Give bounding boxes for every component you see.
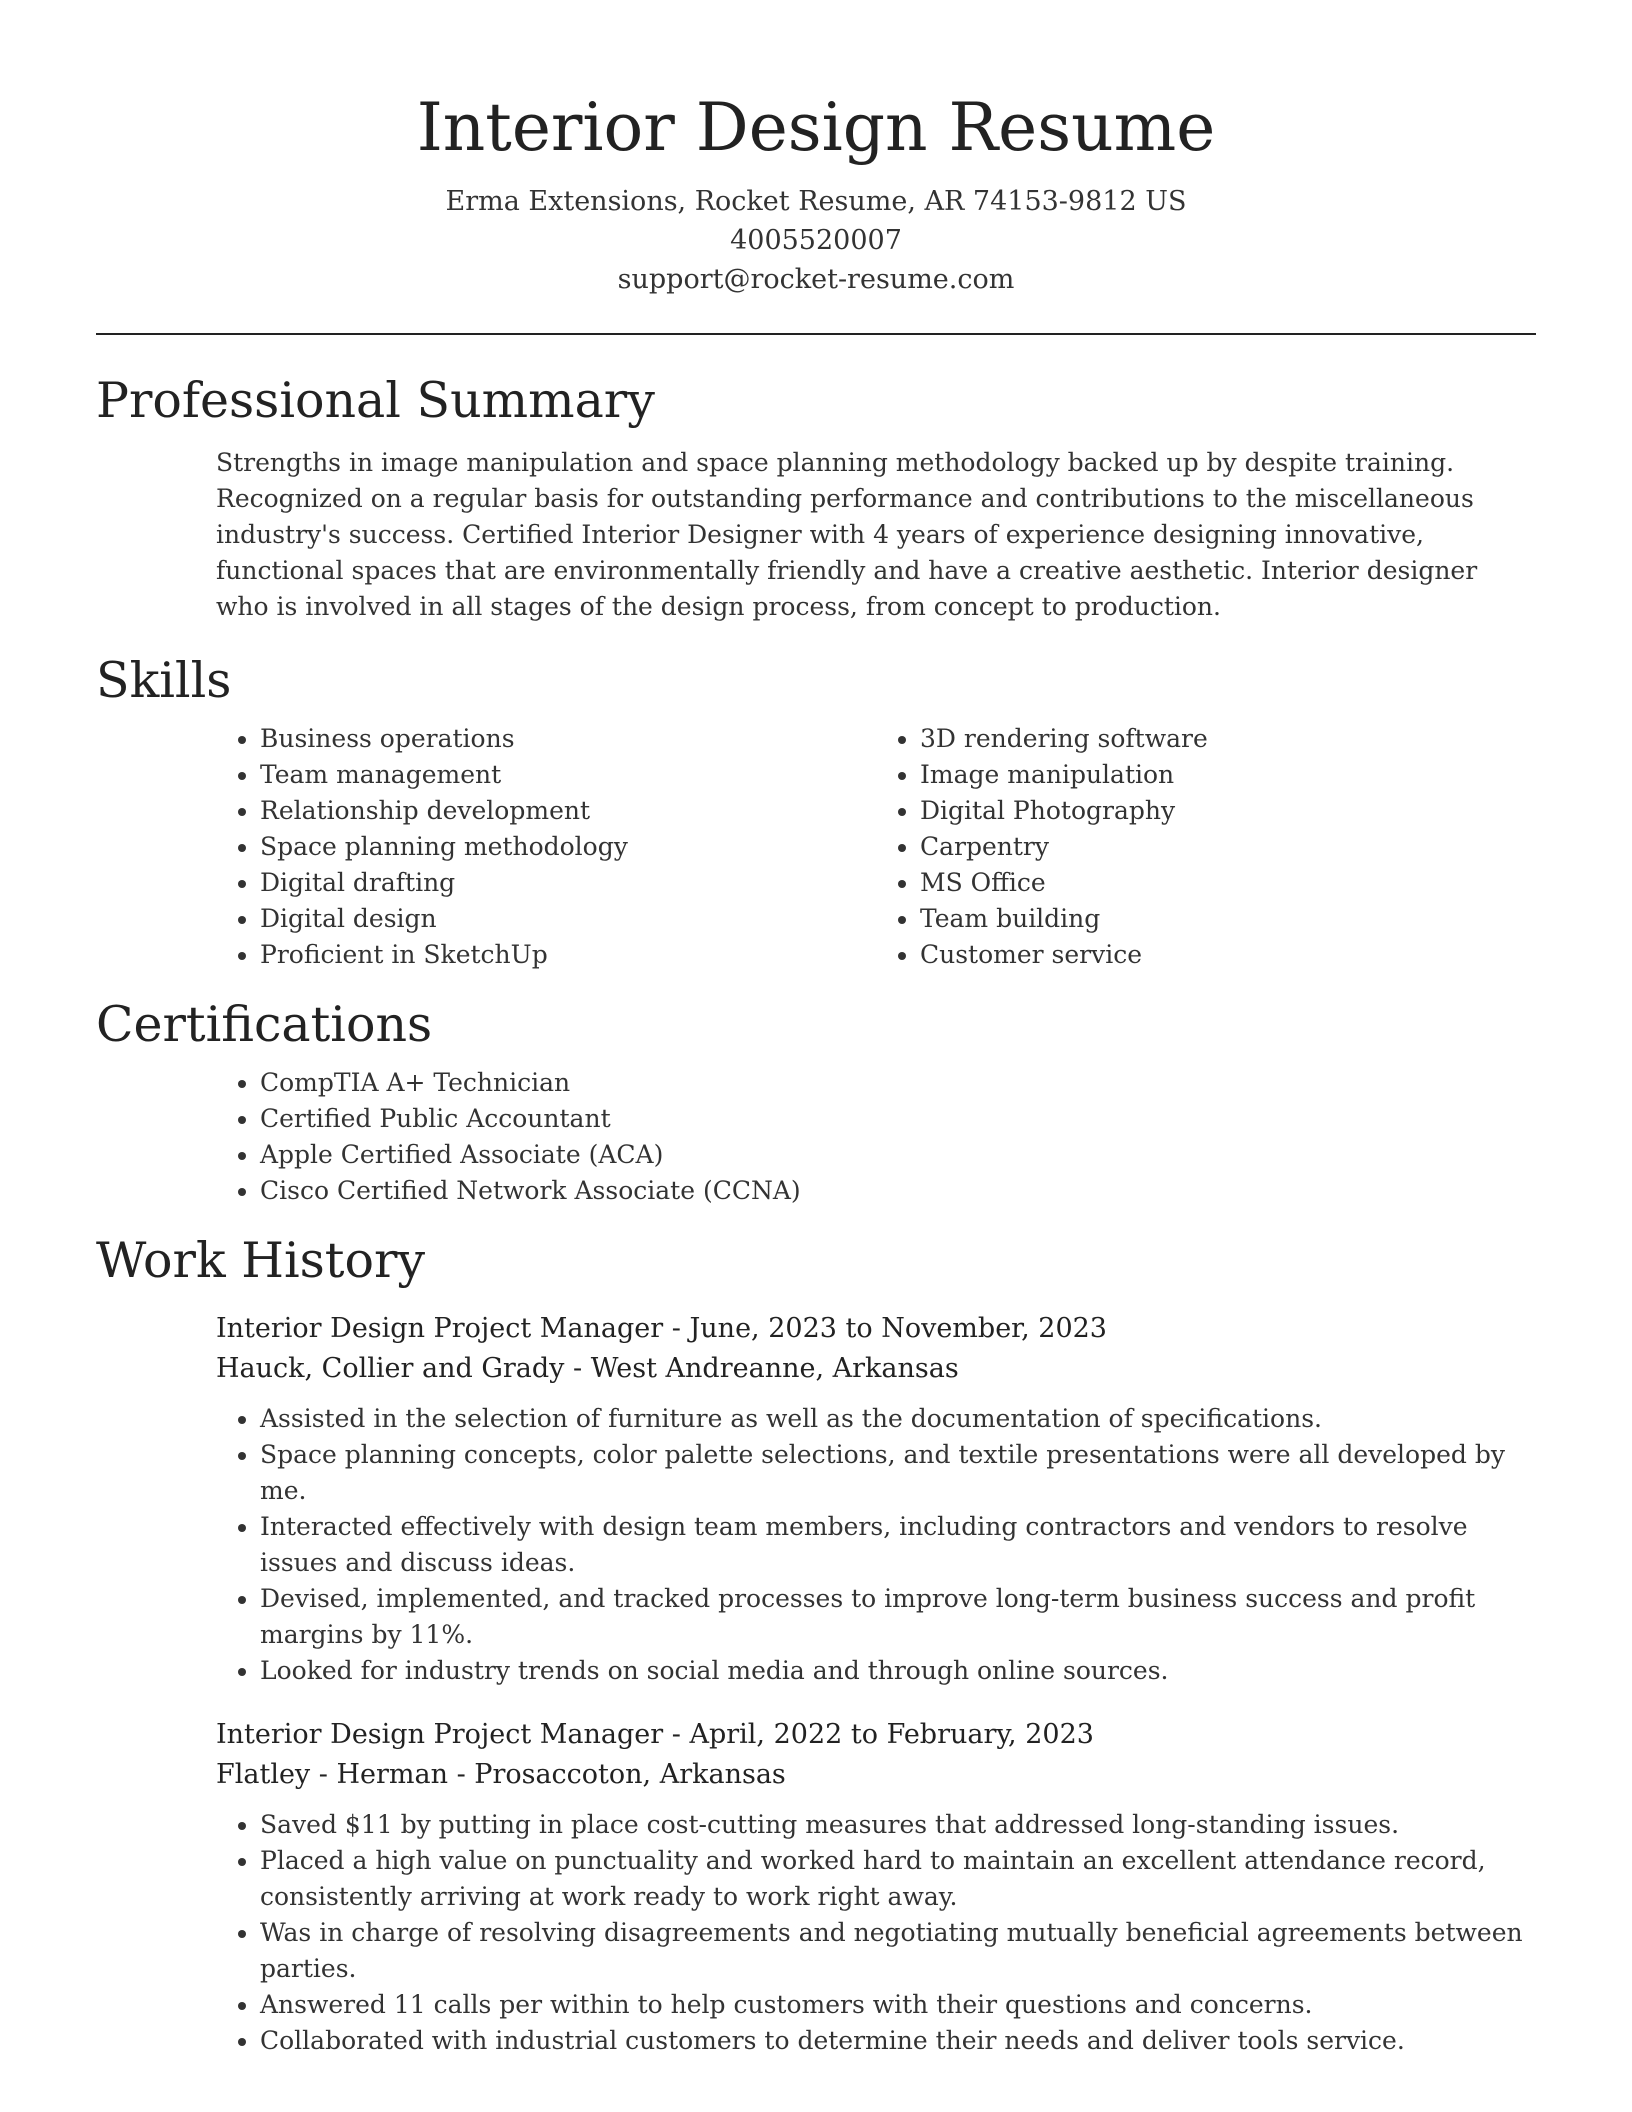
duty-item: • Placed a high value on punctuality and worked hard to maintain an excellent attendance record, consistently arriving at work ready to work right away.: [260, 1843, 1536, 1915]
job-company-line: Hauck, Collier and Grady - West Andreanne, Arkansas: [216, 1353, 959, 1384]
skill-item: • Team building: [920, 901, 1536, 937]
address: Erma Extensions, Rocket Resume, AR 74153-9812 US: [445, 186, 1187, 217]
certification-item: • Apple Certified Associate (ACA): [260, 1137, 1536, 1173]
skills-list: [216, 721, 1536, 973]
summary-heading: Professional Summary: [96, 372, 655, 429]
skill-item: • Digital Photography: [920, 793, 1536, 829]
job-role-line: Interior Design Project Manager - April, 2022 to February, 2023: [216, 1719, 1094, 1750]
job-entry: [216, 1309, 1536, 1689]
duty-item: • Looked for industry trends on social media and through online sources.: [260, 1653, 1536, 1689]
header-divider: [96, 333, 1536, 335]
certifications-heading: Certifications: [96, 996, 433, 1053]
skill-item: • Digital drafting: [260, 865, 876, 901]
duty-item: • Interacted effectively with design team members, including contractors and vendors to resolve issues and discuss ideas.: [260, 1509, 1536, 1581]
skill-item: • Customer service: [920, 937, 1536, 973]
certifications-list: [216, 1065, 1536, 1209]
certification-item: • Certified Public Accountant: [260, 1101, 1536, 1137]
skills-column-right: [876, 721, 1536, 973]
email: support@rocket-resume.com: [617, 264, 1015, 295]
job-duties: [216, 1401, 1536, 1689]
phone: 4005520007: [730, 225, 902, 256]
duty-item: • Saved $11 by putting in place cost-cutting measures that addressed long-standing issues.: [260, 1807, 1536, 1843]
skill-item: • Business operations: [260, 721, 876, 757]
certification-item: • Cisco Certified Network Associate (CCNA): [260, 1173, 1536, 1209]
skill-item: • Carpentry: [920, 829, 1536, 865]
certification-item: • CompTIA A+ Technician: [260, 1065, 1536, 1101]
duty-item: • Answered 11 calls per within to help customers with their questions and concerns.: [260, 1987, 1536, 2023]
duty-item: • Was in charge of resolving disagreements and negotiating mutually beneficial agreements between parties.: [260, 1915, 1536, 1987]
duty-item: • Collaborated with industrial customers to determine their needs and deliver tools service.: [260, 2023, 1536, 2059]
skills-heading: Skills: [96, 652, 232, 709]
job-entry: [216, 1715, 1536, 2059]
job-duties: [216, 1807, 1536, 2059]
skill-item: • MS Office: [920, 865, 1536, 901]
skill-item: • Image manipulation: [920, 757, 1536, 793]
skills-column-left: [216, 721, 876, 973]
resume-page: [96, 0, 1536, 2059]
skill-item: • Relationship development: [260, 793, 876, 829]
job-role-line: Interior Design Project Manager - June, 2023 to November, 2023: [216, 1313, 1107, 1344]
resume-header: [96, 0, 1536, 299]
resume-title: Interior Design Resume: [416, 89, 1216, 166]
duty-item: • Space planning concepts, color palette selections, and textile presentations were all developed by me.: [260, 1437, 1536, 1509]
summary-text: Strengths in image manipulation and space planning methodology backed up by despite training. Recognized on a regular basis for outstanding performance and contributions to the miscellaneous industry's success. Certified Interior Designer with 4 years of experience designing innovative, functional spaces that are environmentally friendly and have a creative aesthetic. Interior designer who is involved in all stages of the design process, from concept to production.: [216, 448, 1478, 621]
skill-item: • Team management: [260, 757, 876, 793]
work-history-heading: Work History: [96, 1232, 426, 1289]
duty-item: • Devised, implemented, and tracked processes to improve long-term business success and profit margins by 11%.: [260, 1581, 1536, 1653]
skill-item: • 3D rendering software: [920, 721, 1536, 757]
job-company-line: Flatley - Herman - Prosaccoton, Arkansas: [216, 1759, 786, 1790]
duty-item: • Assisted in the selection of furniture as well as the documentation of specifications.: [260, 1401, 1536, 1437]
skill-item: • Space planning methodology: [260, 829, 876, 865]
skill-item: • Proficient in SketchUp: [260, 937, 876, 973]
skill-item: • Digital design: [260, 901, 876, 937]
